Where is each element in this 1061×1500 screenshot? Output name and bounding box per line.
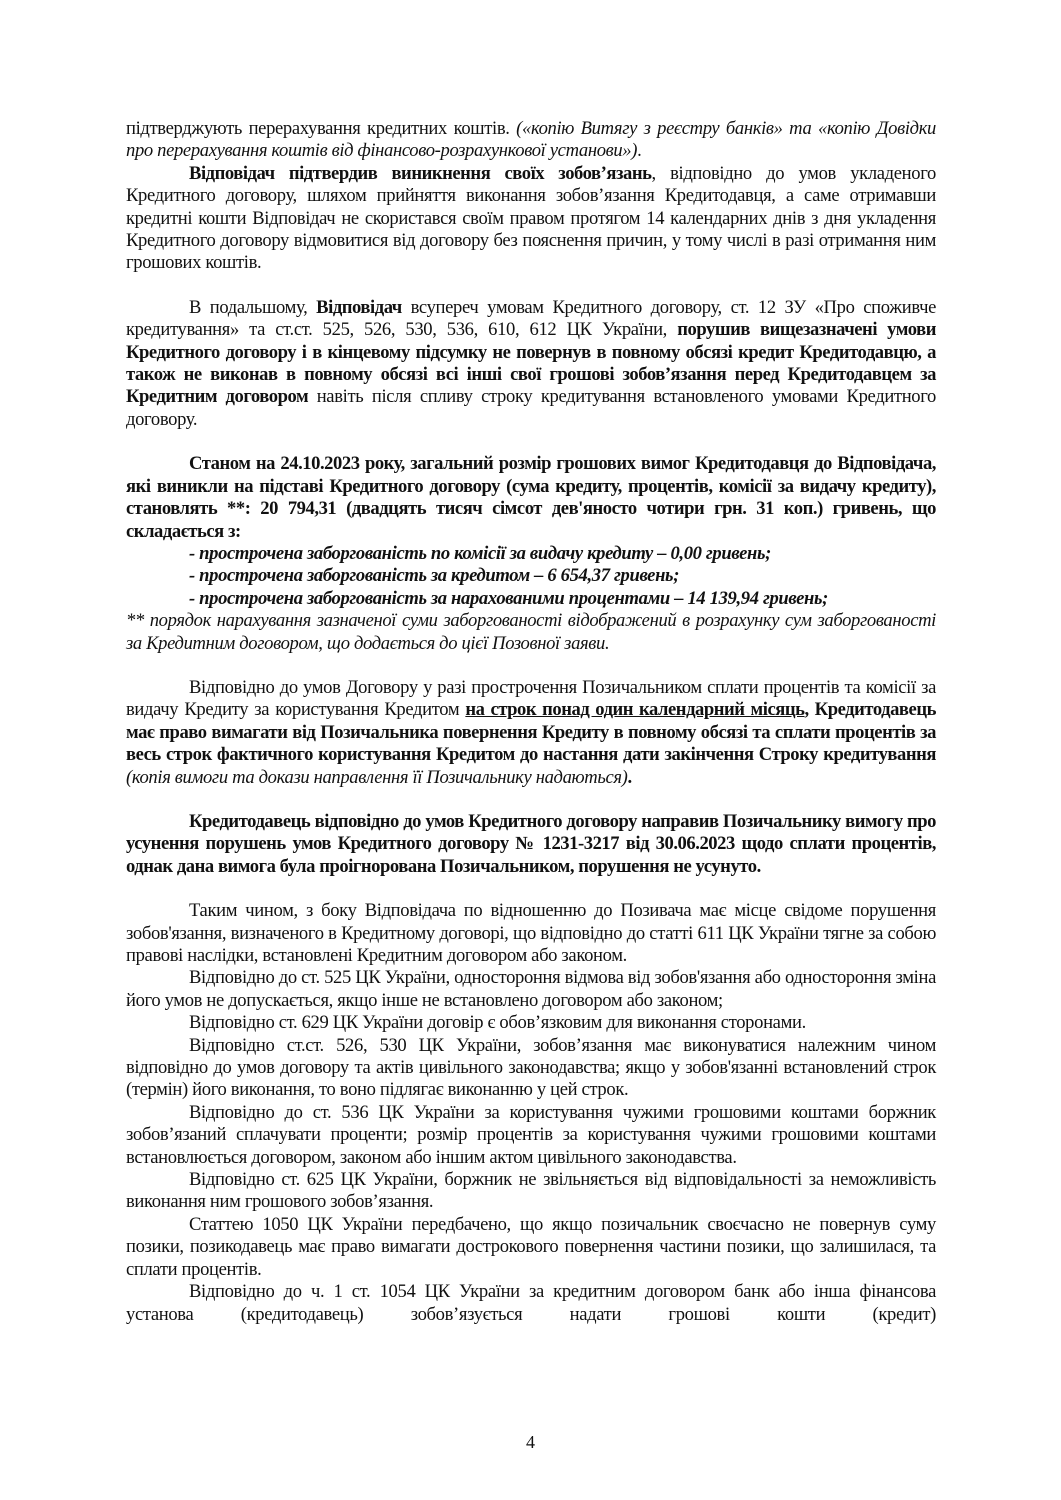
paragraph-art-525: Відповідно до ст. 525 ЦК України, одностороння відмова від зобов'язання або одностороння зміна його умов не допускається, якщо інше не встановлено договором або законом; [126,967,936,1011]
paragraph-early-repayment-right: Відповідно до умов Договору у разі прострочення Позичальником сплати процентів та комісії за видачу Кредиту за користування Кредитом на строк понад один календарний місяць, Кредитодавець має право вимагати від Позичальника повернення Кредиту в повному обсязі та сплати процентів за весь строк фактичного користування Кредитом до настання дати закінчення Строку кредитування (копія вимоги та докази направлення її Позичальнику надаються). [126,676,936,788]
paragraph-art-536: Відповідно до ст. 536 ЦК України за користування чужими грошовими коштами боржник зобов’язаний сплачувати проценти; розмір процентів за користування чужими грошовими коштами встановлюється договором, законом або іншим актом цивільного законодавства. [126,1101,936,1168]
paragraph-obligations-confirmed: Відповідач підтвердив виникнення своїх зобов’язань, відповідно до умов укладеного Кредитного договору, шляхом прийняття виконання зобов’язання Кредитодавця, а саме отримавши кредитні кошти Відповідач не скористався своїм правом протягом 14 календарних днів з дня укладення Кредитного договору відмовитися від договору без пояснення причин, у тому числі в разі отримання ним грошових коштів. [126,162,936,274]
paragraph-demand-ignored: Кредитодавець відповідно до умов Кредитного договору направив Позичальнику вимогу про усунення порушень умов Кредитного договору № 1231-3217 від 30.06.2023 щодо сплати процентів, однак дана вимога була проігнорована Позичальником, порушення не усунуто. [126,810,936,877]
paragraph-art-1054: Відповідно до ч. 1 ст. 1054 ЦК України за кредитним договором банк або інша фінансова установа (кредитодавець) зобов’язується надати грошові кошти (кредит) [126,1281,936,1325]
debt-item-interest: - прострочена заборгованість за нарахованими процентами – 14 139,94 гривень; [189,587,829,609]
paragraph-art-526-530: Відповідно ст.ст. 526, 530 ЦК України, зобов’язання має виконуватися належним чином відповідно до умов договору та актів цивільного законодавства; якщо у зобов'язанні встановлений строк (термін) його виконання, то воно підлягає виконанню у цей строк. [126,1034,936,1101]
document-page [126,118,936,1326]
paragraph-conscious-breach: Таким чином, з боку Відповідача по відношенню до Позивача має місце свідоме порушення зобов'язання, визначеного в Кредитному договорі, що відповідно до статті 611 ЦК України тягне за собою правові наслідки, встановлені Кредитним договором або законом. [126,900,936,966]
paragraph-art-629: Відповідно ст. 629 ЦК України договір є обов’язковим для виконання сторонами. [189,1012,806,1034]
debt-item-credit: - прострочена заборгованість за кредитом – 6 654,37 гривень; [189,565,680,587]
evidence-note: («копію Витягу з реєстру банків» та «копію Довідки про перерахування коштів від фінансово-розрахункової установи») [126,118,936,162]
paragraph-art-1050: Статтею 1050 ЦК України передбачено, що якщо позичальник своєчасно не повернув суму позики, позикодавець має право вимагати дострокового повернення частини позики, що залишилася, та сплати процентів. [126,1213,936,1280]
paragraph-breach: В подальшому, Відповідач всупереч умовам Кредитного договору, ст. 12 ЗУ «Про споживче кредитування» та ст.ст. 525, 526, 530, 536, 610, 612 ЦК України, порушив вищезазначені умови Кредитного договору і в кінцевому підсумку не повернув в повному обсязі кредит Кредитодавцю, а також не виконав в повному обсязі всі інші свої грошові зобов’язання перед Кредитодавцем за Кредитним договором навіть після спливу строку кредитування встановленого умовами Кредитного договору. [126,296,936,430]
paragraph-art-625: Відповідно ст. 625 ЦК України, боржник не звільняється від відповідальності за неможливість виконання ним грошового зобов’язання. [126,1169,936,1213]
debt-item-commission: - прострочена заборгованість по комісії за видачу кредиту – 0,00 гривень; [189,542,771,564]
paragraph-debt-total: Станом на 24.10.2023 року, загальний розмір грошових вимог Кредитодавця до Відповідача, які виникли на підставі Кредитного договору (сума кредиту, процентів, комісії за видачу кредиту), становлять **: 20 794,31 (двадцять тисяч сімсот дев'яносто чотири грн. 31 коп.) гривень, що складається з: [126,453,936,542]
paragraph-evidence-copies: підтверджують перерахування кредитних коштів. («копію Витягу з реєстру банків» та «копію Довідки про перерахування коштів від фінансово-розрахункової установи»). [126,118,936,162]
footnote-calculation: ** порядок нарахування зазначеної суми заборгованості відображений в розрахунку сум заборгованості за Кредитним договором, що додається до цієї Позовної заяви. [126,610,936,654]
page-number: 4 [526,1432,535,1452]
